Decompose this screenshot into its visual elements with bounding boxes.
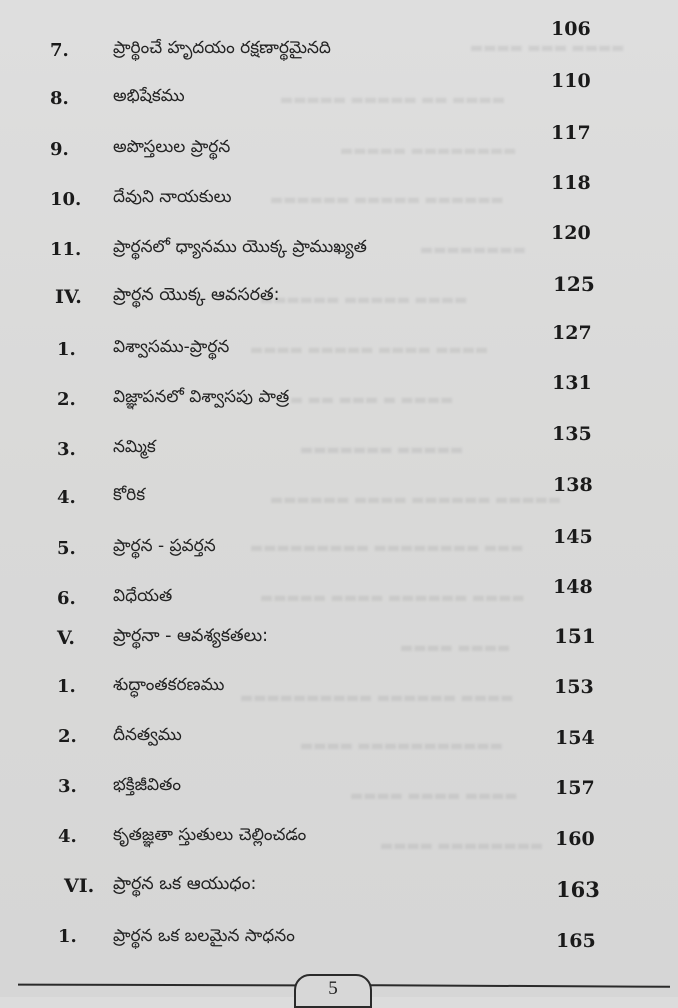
entry-number: 8.	[50, 88, 69, 109]
section-page: 151	[554, 624, 596, 648]
toc-entry[interactable]	[0, 18, 678, 61]
entry-number: 2.	[58, 726, 77, 747]
bleed-through-text: ▬▬▬▬ ▬▬▬▬▬▬▬▬▬▬▬	[300, 738, 503, 754]
entry-number: 11.	[50, 239, 82, 260]
toc-entry[interactable]	[0, 776, 678, 816]
bleed-through-text: ▬▬▬▬▬▬ ▬▬▬▬▬ ▬▬▬▬	[260, 292, 468, 308]
bleed-through-text: ▬▬▬▬ ▬▬▬▬	[400, 640, 511, 656]
bleed-through-text: ▬▬▬▬▬▬▬▬▬▬ ▬▬▬▬▬▬ ▬▬▬▬	[240, 690, 514, 706]
toc-entry[interactable]	[0, 423, 678, 463]
entry-page: 165	[556, 930, 596, 952]
toc-entry[interactable]	[0, 372, 678, 412]
entry-title: విశ్వాసము-ప్రార్థన	[113, 337, 230, 357]
entry-number: 7.	[50, 40, 69, 61]
section-number: V.	[57, 627, 76, 649]
toc-entry[interactable]	[0, 122, 678, 162]
section-page: 125	[553, 272, 595, 296]
entry-number: 6.	[57, 588, 76, 609]
entry-page: 160	[555, 828, 595, 850]
toc-section-heading[interactable]	[0, 875, 678, 915]
entry-number: 3.	[58, 776, 77, 797]
bleed-through-text: ▬▬▬▬ ▬▬▬▬▬▬▬▬	[380, 838, 544, 854]
bleed-through-text: ▬▬▬▬ ▬▬▬▬▬ ▬▬▬▬ ▬▬▬▬	[250, 342, 489, 358]
entry-page: 157	[555, 777, 595, 799]
entry-title: నమ్మిక	[113, 437, 156, 457]
footer-rule-right	[370, 984, 670, 988]
bleed-through-text: ▬▬▬▬ ▬▬▬ ▬▬▬▬	[470, 40, 625, 56]
section-number: IV.	[55, 286, 82, 308]
toc-entry[interactable]	[0, 676, 678, 716]
entry-page: 135	[552, 423, 592, 445]
entry-title: అపొస్తలుల ప్రార్థన	[113, 137, 231, 157]
toc-entry[interactable]	[0, 473, 678, 513]
entry-page: 117	[551, 122, 591, 144]
bleed-through-text: ▬▬▬▬▬▬▬▬	[420, 242, 526, 258]
toc-section-heading[interactable]	[0, 624, 678, 664]
entry-page: 145	[553, 526, 593, 548]
toc-entry[interactable]	[0, 70, 678, 110]
toc-entry[interactable]	[0, 322, 678, 362]
entry-page: 110	[551, 70, 591, 92]
toc-entry[interactable]	[0, 826, 678, 866]
entry-number: 1.	[57, 676, 76, 697]
section-number: VI.	[64, 875, 95, 897]
entry-page: 153	[554, 676, 594, 698]
toc-entry[interactable]	[0, 172, 678, 212]
entry-title: భక్తిజీవితం	[113, 775, 181, 795]
section-title: ప్రార్థన యొక్క ఆవసరత:	[113, 285, 280, 305]
toc-entry[interactable]	[0, 574, 678, 614]
entry-number: 3.	[57, 439, 76, 460]
entry-title: అభిషేకము	[113, 86, 185, 106]
entry-page: 138	[553, 474, 593, 496]
toc-entry[interactable]	[0, 524, 678, 564]
entry-title: ప్రార్థన - ప్రవర్తన	[113, 536, 216, 556]
section-title: ప్రార్థన ఒక ఆయుధం:	[113, 874, 257, 894]
toc-entry[interactable]	[0, 726, 678, 766]
bleed-through-text: ▬▬▬▬▬▬▬▬▬ ▬▬▬▬▬▬▬▬ ▬▬▬	[250, 540, 524, 556]
entry-number: 4.	[57, 487, 76, 508]
entry-page: 154	[555, 727, 595, 749]
entry-title: విజ్ఞాపనలో విశ్వాసపు పాత్ర	[113, 387, 290, 407]
entry-number: 1.	[58, 926, 77, 947]
entry-page: 148	[553, 576, 593, 598]
section-page: 163	[556, 877, 600, 902]
entry-page: 131	[552, 372, 592, 394]
entry-number: 4.	[58, 826, 77, 847]
entry-title: ప్రార్థనలో ధ్యానము యొక్క ప్రాముఖ్యత	[113, 237, 367, 257]
entry-title: ప్రార్థన ఒక బలమైన సాధనం	[113, 926, 295, 946]
entry-page: 106	[551, 18, 591, 40]
entry-title: కృతజ్ఞతా స్తుతులు చెల్లించడం	[113, 825, 307, 845]
entry-page: 118	[551, 172, 591, 194]
footer-rule-left	[18, 984, 296, 987]
entry-title: శుద్ధాంతకరణము	[113, 675, 225, 695]
entry-number: 1.	[57, 339, 76, 360]
entry-title: ప్రార్థించే హృదయం రక్షణార్థమైనది	[113, 38, 331, 58]
toc-entry[interactable]	[0, 926, 678, 966]
toc-section-heading[interactable]	[0, 272, 678, 312]
entry-number: 10.	[50, 189, 82, 210]
page-number: 5	[294, 974, 372, 1008]
bleed-through-text: ▬▬▬▬▬▬ ▬▬▬▬▬ ▬▬▬▬▬▬	[270, 192, 504, 208]
toc-entry[interactable]	[0, 222, 678, 262]
entry-title: దీనత్వము	[113, 725, 182, 745]
bleed-through-text: ▬▬▬▬▬▬▬ ▬▬▬▬▬	[300, 442, 464, 458]
bleed-through-text: ▬ ▬▬ ▬▬▬ ▬ ▬▬▬▬	[290, 392, 454, 408]
entry-number: 5.	[57, 538, 76, 559]
entry-page: 120	[551, 222, 591, 244]
bleed-through-text: ▬▬▬▬ ▬▬▬▬ ▬▬▬▬	[350, 788, 518, 804]
bleed-through-text: ▬▬▬▬▬ ▬▬▬▬▬ ▬▬ ▬▬▬▬	[280, 92, 505, 108]
entry-title: దేవుని నాయకులు	[113, 187, 232, 207]
entry-title: విధేయత	[113, 586, 173, 606]
bleed-through-text: ▬▬▬▬▬▬ ▬▬▬▬ ▬▬▬▬▬▬ ▬▬▬▬▬	[270, 492, 562, 508]
entry-number: 2.	[57, 389, 76, 410]
entry-number: 9.	[50, 139, 69, 160]
bleed-through-text: ▬▬▬▬▬ ▬▬▬▬ ▬▬▬▬▬▬ ▬▬▬▬	[260, 590, 525, 606]
entry-page: 127	[552, 322, 592, 344]
section-title: ప్రార్థనా - ఆవశ్యకతలు:	[113, 626, 269, 646]
entry-title: కోరిక	[113, 485, 146, 505]
bleed-through-text: ▬▬▬▬▬ ▬▬▬▬▬▬▬▬	[340, 143, 517, 159]
